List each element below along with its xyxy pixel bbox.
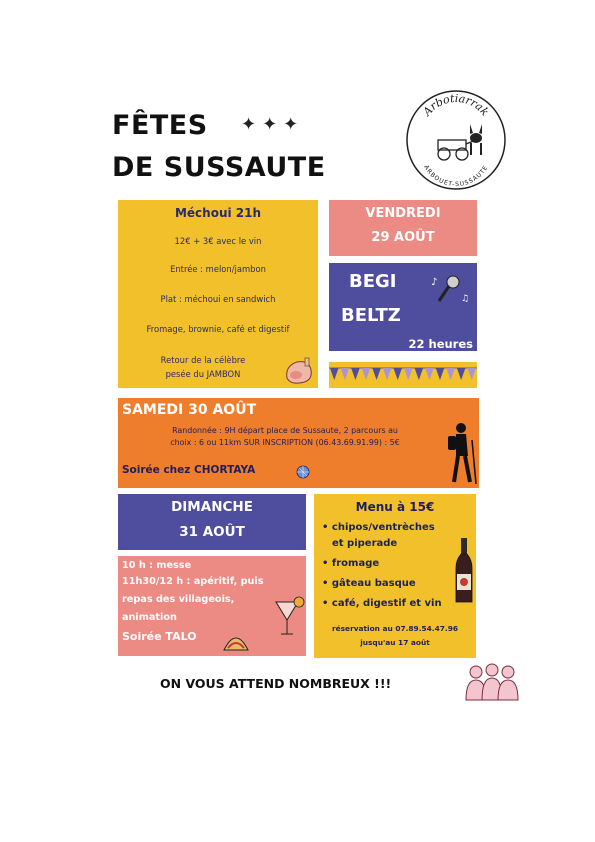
begi-beltz-card <box>329 263 477 351</box>
taco-icon <box>222 632 250 652</box>
mechoui-price: 12€ + 3€ avec le vin <box>174 236 262 246</box>
bullet: • <box>322 558 329 569</box>
bunting-flag <box>351 368 360 380</box>
mechoui-plat: Plat : méchoui en sandwich <box>160 294 276 304</box>
wine-bottle-icon <box>454 538 474 604</box>
menu-item-1-cont: et piperade <box>332 538 398 549</box>
title-line-1: FÊTES <box>112 110 208 141</box>
ham-icon <box>283 356 315 386</box>
reservation-line-2: jusqu'au 17 août <box>360 638 430 647</box>
bunting-flag <box>404 368 413 380</box>
bunting-flag <box>341 368 350 380</box>
bunting-flag <box>372 368 381 380</box>
samedi-soiree: Soirée chez CHORTAYA <box>122 464 256 476</box>
band-name-line-2: BELTZ <box>341 305 401 326</box>
menu-item-3 <box>322 578 416 589</box>
band-name-line-1: BEGI <box>349 271 397 292</box>
concert-time: 22 heures <box>408 337 473 351</box>
bunting-flag <box>383 368 392 380</box>
reservation-line-1: réservation au 07.89.54.47.96 <box>332 624 458 633</box>
bunting-flag <box>457 368 466 380</box>
bunting-flag <box>425 368 434 380</box>
bunting-flag <box>467 368 476 380</box>
mechoui-retour-1: Retour de la célèbre <box>160 355 246 365</box>
disco-ball-icon <box>296 465 310 479</box>
mechoui-card <box>118 200 318 388</box>
vendredi-card <box>329 200 477 256</box>
svg-text:♪: ♪ <box>431 277 438 288</box>
mechoui-entree: Entrée : melon/jambon <box>170 264 266 274</box>
hiker-icon <box>444 422 478 486</box>
sparkles-icon: ✦✦✦ <box>241 114 305 135</box>
vendredi-date: 29 AOÛT <box>371 230 435 245</box>
menu-item-1 <box>322 522 435 533</box>
dimanche-date: 31 AOÛT <box>179 524 245 540</box>
logo-top-text: Arbotiarrak <box>420 91 492 119</box>
menu-item-2-label: fromage <box>331 558 380 569</box>
title-line-2: DE SUSSAUTE <box>112 152 326 183</box>
mechoui-dessert: Fromage, brownie, café et digestif <box>146 324 290 334</box>
villagers-group-icon <box>462 660 522 704</box>
samedi-card <box>118 398 479 488</box>
bunting-flag <box>330 368 339 380</box>
menu-title: Menu à 15€ <box>355 500 435 514</box>
svg-text:ARBOUET-SUSSAUTE <box>422 164 489 188</box>
programme-line-2: 11h30/12 h : apéritif, puis <box>122 576 264 587</box>
bullet: • <box>322 598 329 609</box>
dimanche-programme-card <box>118 556 306 656</box>
microphone-icon <box>429 273 469 307</box>
programme-line-1: 10 h : messe <box>122 560 192 571</box>
bunting-decoration <box>329 362 477 388</box>
samedi-title: SAMEDI 30 AOÛT <box>122 402 257 418</box>
vendredi-day: VENDREDI <box>365 206 441 221</box>
bunting-flag <box>446 368 455 380</box>
bullet: • <box>322 578 329 589</box>
svg-text:♫: ♫ <box>461 294 469 304</box>
cocktail-glass-icon <box>272 594 306 646</box>
mechoui-retour-2: pesée du JAMBON <box>165 369 241 379</box>
programme-line-4: animation <box>122 612 177 623</box>
svg-text:Arbotiarrak <box>420 92 492 119</box>
randonnee-line-1: Randonnée : 9H départ place de Sussaute, 2 parcours au <box>172 426 398 435</box>
menu-card <box>314 494 476 658</box>
dimanche-day: DIMANCHE <box>171 499 253 515</box>
bullet: • <box>322 522 329 533</box>
programme-line-3: repas des villageois, <box>122 594 235 605</box>
bunting-flag <box>415 368 424 380</box>
bunting-flag <box>436 368 445 380</box>
menu-item-4-label: café, digestif et vin <box>331 598 442 609</box>
association-logo <box>404 88 508 192</box>
mechoui-title: Méchoui 21h <box>174 206 262 220</box>
dimanche-card <box>118 494 306 550</box>
logo-bottom-text: ARBOUET-SUSSAUTE <box>422 164 490 189</box>
randonnee-line-2: choix : 6 ou 11km SUR INSCRIPTION (06.43.69.91.99) : 5€ <box>170 438 400 447</box>
programme-line-5: Soirée TALO <box>122 630 197 643</box>
menu-item-3-label: gâteau basque <box>331 578 416 589</box>
randonnee-text <box>122 425 448 449</box>
footer-text: ON VOUS ATTEND NOMBREUX !!! <box>160 676 392 691</box>
menu-item-4 <box>322 598 442 609</box>
menu-item-1-label: chipos/ventrèches <box>331 522 435 533</box>
menu-item-2 <box>322 558 379 569</box>
bunting-flag <box>362 368 371 380</box>
bunting-flag <box>393 368 402 380</box>
